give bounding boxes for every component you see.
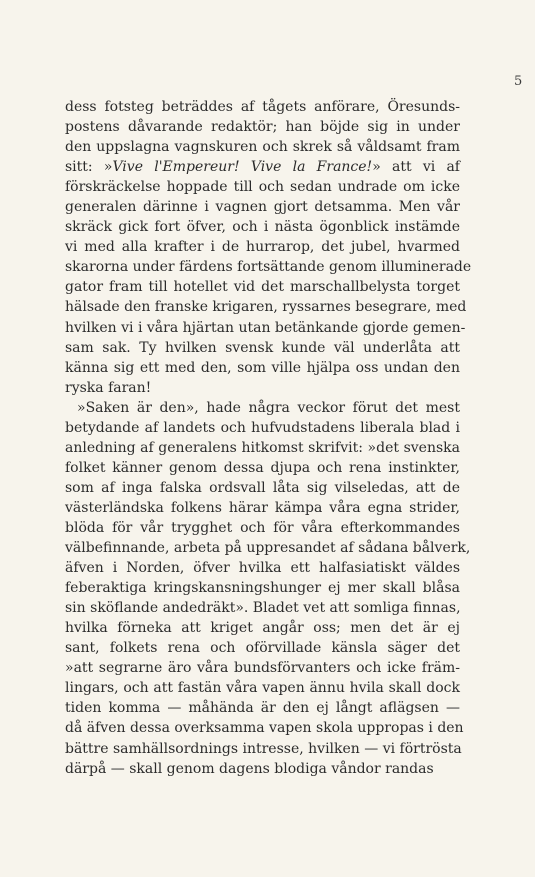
text-line: hälsade den franske krigaren, ryssarnes besegrare, med	[65, 299, 467, 316]
text-line: vi med alla krafter i de hurrarop, det jubel, hvarmed	[65, 239, 460, 256]
text-line: sitt: »Vive l'Empereur! Vive la France!» att vi af	[65, 159, 460, 176]
page-number: 5	[514, 74, 523, 89]
text-line: blöda för vår trygghet och för våra efterkommandes	[65, 519, 460, 536]
text-line: sant, folkets rena och oförvillade känsla säger det	[65, 640, 460, 657]
text-line: postens dåvarande redaktör; han böjde sig in under	[65, 119, 460, 136]
text-line: västerländska folkens härar kämpa våra egna strider,	[65, 499, 460, 516]
text-line: gator fram till hotellet vid det marschallbelysta torget	[65, 279, 460, 296]
italic-phrase: Vive l'Empereur! Vive la France!	[112, 159, 373, 176]
text-line: som af inga falska ordsvall låta sig vilseledas, att de	[65, 479, 460, 496]
text-line: anledning af generalens hitkomst skrifvit: »det svenska	[65, 439, 460, 456]
text-line: folket känner genom dessa djupa och rena instinkter,	[65, 459, 460, 476]
text-line: »Saken är den», hade några veckor förut det mest	[77, 399, 460, 416]
text-line: därpå — skall genom dagens blodiga våndor randas	[65, 760, 434, 777]
text-line: generalen därinne i vagnen gjort detsamma. Men vår	[65, 199, 460, 216]
text-line: lingars, och att fastän våra vapen ännu hvila skall dock	[65, 680, 460, 697]
text-line: skarorna under färdens fortsättande genom illuminerade	[65, 259, 472, 276]
text-line: »att segrarne äro våra bundsförvanters och icke främ-	[65, 660, 460, 677]
text-line: då äfven dessa overksamma vapen skola uppropas i den	[65, 720, 464, 737]
text-line: sam sak. Ty hvilken svensk kunde väl underlåta att	[65, 339, 460, 356]
text-line: förskräckelse hoppade till och sedan undrade om icke	[65, 179, 460, 196]
body-text	[65, 97, 472, 779]
text-line: betydande af landets och hufvudstadens liberala blad i	[65, 419, 460, 436]
text-line: sin sköflande andedräkt». Bladet vet att somliga finnas,	[65, 600, 461, 617]
text-line: hvilken vi i våra hjärtan utan betänkande gjorde gemen-	[65, 319, 466, 336]
text-line: äfven i Norden, öfver hvilka ett halfasiatiskt väldes	[65, 560, 460, 577]
text-line: tiden komma — måhända är den ej långt aflägsen —	[65, 700, 460, 717]
text-line: välbefinnande, arbeta på uppresandet af sådana bålverk,	[65, 540, 471, 557]
text-line: skräck gick fort öfver, och i nästa ögonblick instämde	[65, 219, 460, 236]
text-line: feberaktiga kringskansningshunger ej mer skall blåsa	[65, 580, 460, 597]
text-line: dess fotsteg beträddes af tågets anförare, Öresunds-	[65, 99, 460, 115]
text-line: ryska faran!	[65, 379, 152, 396]
text-line: den uppslagna vagnskuren och skrek så våldsamt fram	[65, 139, 460, 156]
text-line: hvilka förneka att kriget angår oss; men det är ej	[65, 620, 460, 637]
text-line: känna sig ett med den, som ville hjälpa oss undan den	[65, 359, 460, 376]
text-line: bättre samhällsordnings intresse, hvilken — vi förtrösta	[65, 740, 462, 757]
